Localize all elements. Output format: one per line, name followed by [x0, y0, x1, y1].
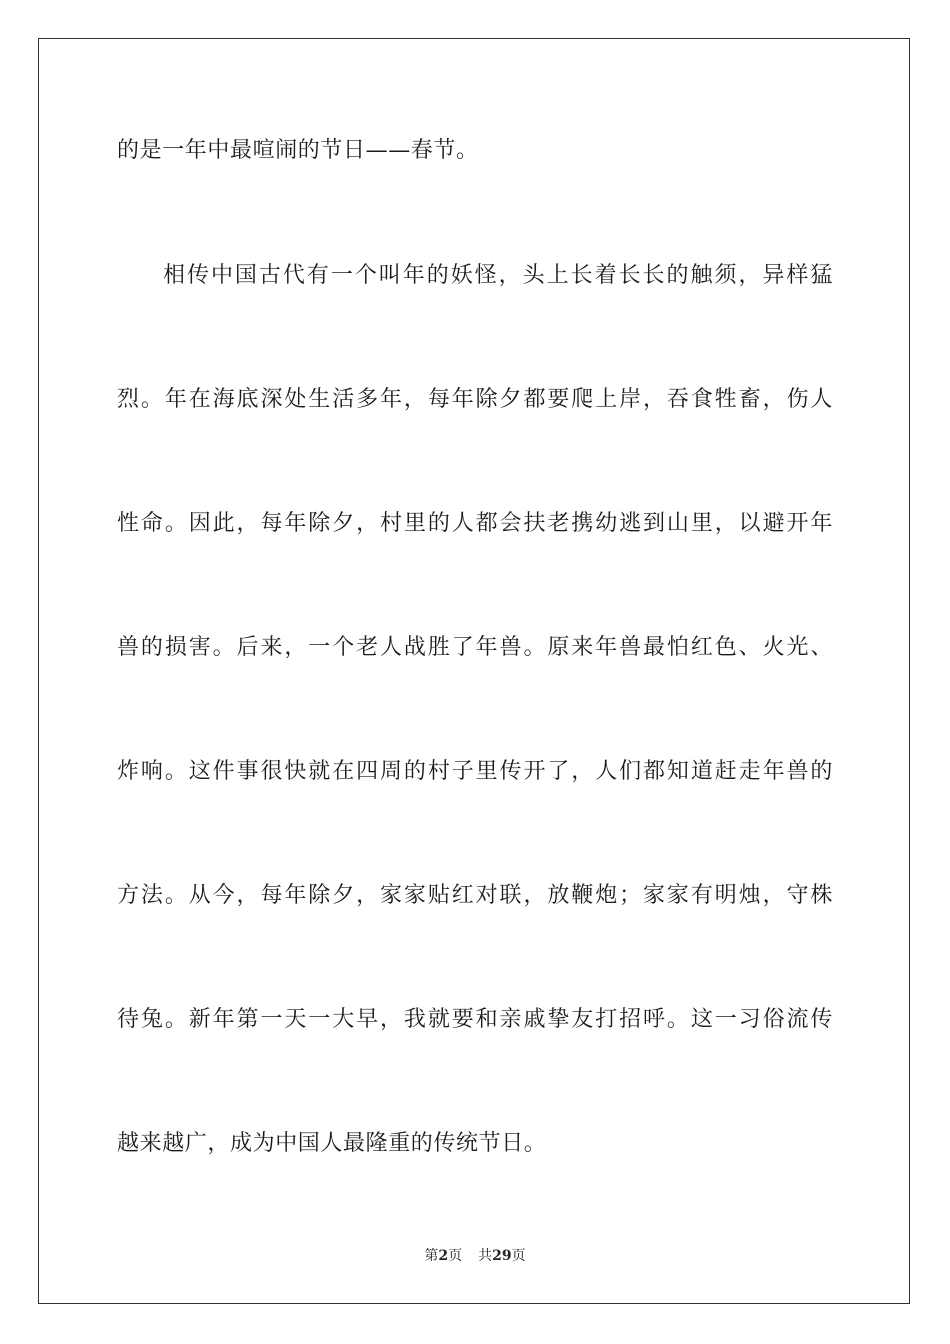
- total-suffix: 页: [511, 1248, 526, 1264]
- page-number: 2: [438, 1248, 449, 1264]
- paragraph-line-9: 越来越广，成为中国人最隆重的传统节日。: [117, 1131, 547, 1156]
- paragraph-line-2: 相传中国古代有一个叫年的妖怪，头上长着长长的触须，异样猛: [163, 263, 833, 288]
- page-suffix: 页: [448, 1248, 463, 1264]
- paragraph-line-6: 炸响。这件事很快就在四周的村子里传开了，人们都知道赶走年兽的: [117, 759, 833, 784]
- paragraph-line-8: 待兔。新年第一天一大早，我就要和亲戚挚友打招呼。这一习俗流传: [117, 1007, 833, 1032]
- total-pages: 29: [492, 1248, 512, 1264]
- paragraph-line-7: 方法。从今，每年除夕，家家贴红对联，放鞭炮；家家有明烛，守株: [117, 883, 833, 908]
- paragraph-line-1: 的是一年中最喧闹的节日——春节。: [117, 138, 479, 163]
- paragraph-line-3: 烈。年在海底深处生活多年，每年除夕都要爬上岸，吞食牲畜，伤人: [117, 387, 833, 412]
- paragraph-line-5: 兽的损害。后来，一个老人战胜了年兽。原来年兽最怕红色、火光、: [117, 635, 833, 660]
- total-prefix: 共: [478, 1248, 493, 1264]
- page-prefix: 第: [424, 1248, 439, 1264]
- page-footer: [0, 1246, 950, 1266]
- page-border: [38, 38, 910, 1304]
- paragraph-line-4: 性命。因此，每年除夕，村里的人都会扶老携幼逃到山里，以避开年: [117, 511, 833, 536]
